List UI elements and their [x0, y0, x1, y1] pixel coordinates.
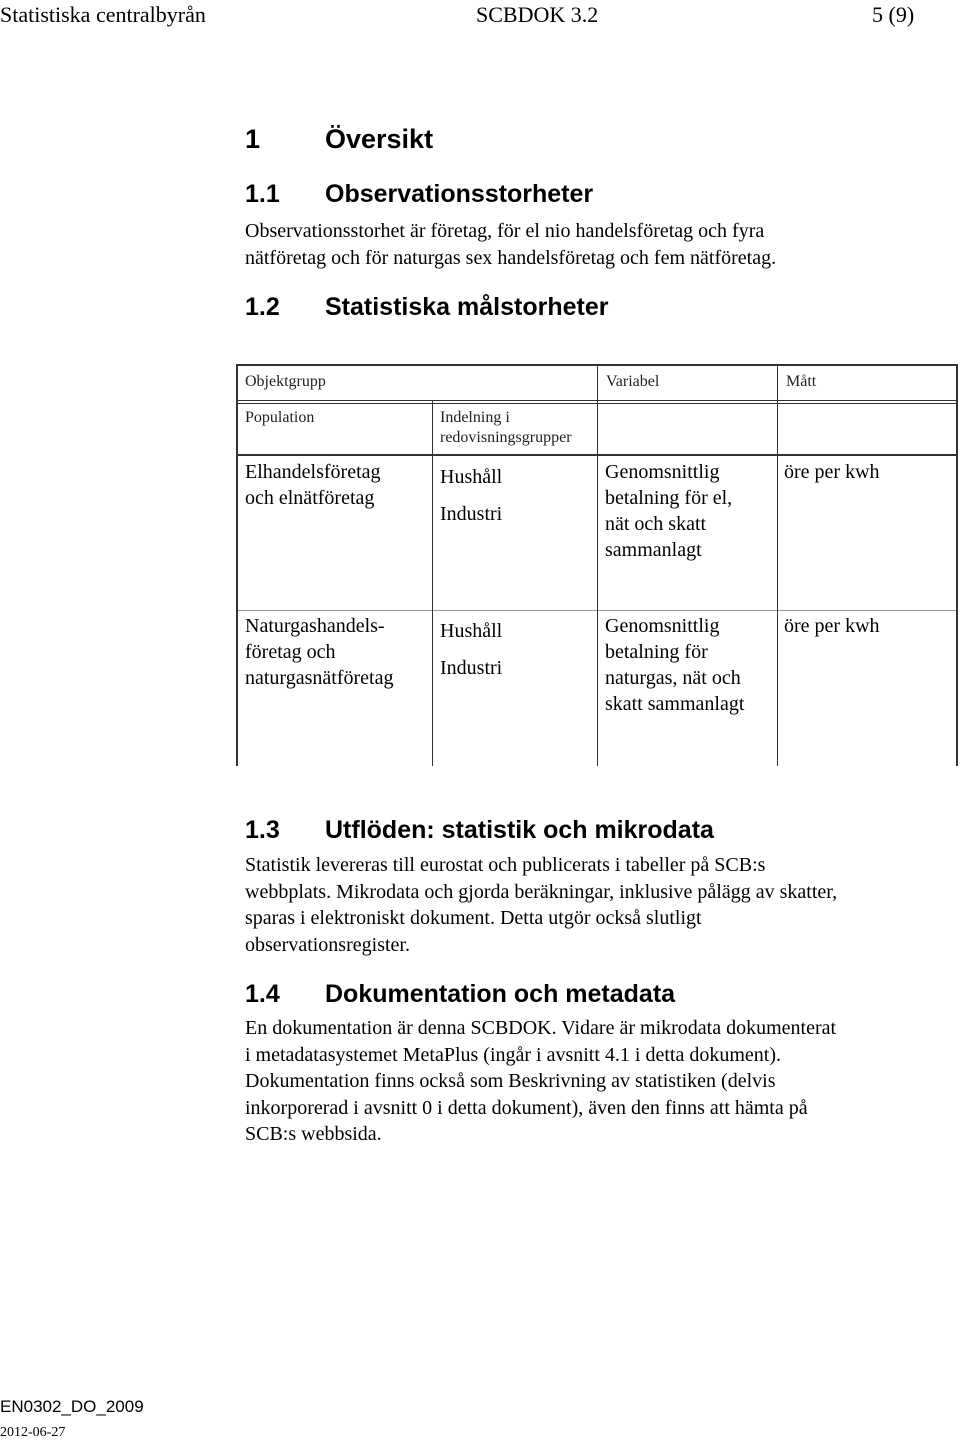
header-line: redovisningsgrupper — [440, 429, 572, 446]
paragraph-line: Dokumentation finns också som Beskrivning av statistiken (delvis — [245, 1070, 776, 1092]
header-line: Indelning i — [440, 409, 510, 426]
table-header-indelning — [440, 408, 572, 448]
cell-line: Naturgashandels- — [245, 615, 385, 637]
section-1-1-heading — [245, 180, 845, 212]
table-header-population: Population — [245, 409, 315, 426]
table-cell-indelning — [440, 613, 502, 687]
paragraph-line: SCB:s webbsida. — [245, 1123, 382, 1145]
cell-line: och elnätföretag — [245, 487, 375, 509]
cell-line: betalning för el, — [605, 487, 733, 509]
paragraph-line: Observationsstorhet är företag, för el nio handelsföretag och fyra — [245, 220, 765, 242]
table-cell-population — [245, 613, 393, 691]
paragraph-line: En dokumentation är denna SCBDOK. Vidare är mikrodata dokumenterat — [245, 1017, 837, 1039]
section-title: Statistiska målstorheter — [325, 293, 609, 321]
cell-line: sammanlagt — [605, 539, 702, 561]
footer-doc-code: EN0302_DO_2009 — [0, 1397, 144, 1416]
section-title: Utflöden: statistik och mikrodata — [325, 816, 714, 844]
section-number: 1 — [245, 124, 261, 154]
section-1-4-heading — [245, 980, 895, 1012]
section-1-3-text — [245, 852, 935, 958]
section-number: 1.2 — [245, 293, 280, 321]
table-border — [597, 364, 598, 766]
table-border — [956, 364, 958, 766]
cell-line: Genomsnittlig — [605, 461, 720, 483]
cell-line: betalning för — [605, 641, 708, 663]
table-cell-indelning — [440, 459, 502, 533]
section-number: 1.4 — [245, 980, 280, 1008]
paragraph-line: nätföretag och för naturgas sex handelsföretag och fem nätföretag. — [245, 246, 777, 269]
cell-line: företag och — [245, 641, 336, 663]
cell-line: Genomsnittlig — [605, 615, 720, 637]
section-number: 1.3 — [245, 816, 280, 844]
cell-line: skatt sammanlagt — [605, 693, 745, 715]
cell-line: Elhandelsföretag — [245, 461, 381, 483]
table-border — [236, 364, 238, 766]
section-number: 1.1 — [245, 180, 280, 208]
table-header-matt: Mått — [786, 373, 817, 390]
header-org: Statistiska centralbyrån — [0, 2, 206, 27]
paragraph-line: Statistik levereras till eurostat och publicerats i tabeller på SCB:s — [245, 854, 766, 876]
table-cell-variabel — [605, 459, 732, 563]
table-border — [432, 401, 433, 766]
paragraph-line: i metadatasystemet MetaPlus (ingår i avsnitt 4.1 i detta dokument). — [245, 1043, 781, 1066]
table-header-objektgrupp: Objektgrupp — [245, 373, 326, 390]
cell-line: naturgas, nät och — [605, 667, 741, 689]
table-cell-matt: öre per kwh — [784, 461, 880, 483]
table-cell-matt: öre per kwh — [784, 615, 880, 637]
section-1-1-text — [245, 218, 935, 271]
table-border — [777, 364, 778, 766]
cell-line: Industri — [440, 503, 503, 525]
table-cell-variabel — [605, 613, 744, 717]
paragraph-line: webbplats. Mikrodata och gjorda beräkningar, inklusive pålägg av skatter, — [245, 880, 838, 903]
table-cell-population — [245, 459, 381, 511]
footer-date: 2012-06-27 — [0, 1425, 66, 1440]
section-1-heading — [245, 124, 645, 158]
paragraph-line: observationsregister. — [245, 933, 410, 956]
header-doc: SCBDOK 3.2 — [476, 2, 599, 27]
section-title: Dokumentation och metadata — [325, 980, 676, 1008]
section-title: Översikt — [325, 124, 434, 154]
paragraph-line: inkorporerad i avsnitt 0 i detta dokument), även den finns att hämta på — [245, 1096, 808, 1119]
cell-line: Hushåll — [440, 620, 503, 642]
header-page: 5 (9) — [872, 2, 915, 27]
cell-line: Industri — [440, 657, 503, 679]
section-title: Observationsstorheter — [325, 180, 594, 208]
section-1-2-heading — [245, 293, 845, 325]
section-1-3-heading — [245, 816, 895, 848]
cell-line: Hushåll — [440, 466, 503, 488]
section-1-4-text — [245, 1015, 935, 1148]
cell-line: nät och skatt — [605, 513, 707, 535]
paragraph-line: sparas i elektroniskt dokument. Detta utgör också slutligt — [245, 907, 702, 929]
table-header-variabel: Variabel — [606, 373, 660, 390]
cell-line: naturgasnätföretag — [245, 667, 394, 689]
